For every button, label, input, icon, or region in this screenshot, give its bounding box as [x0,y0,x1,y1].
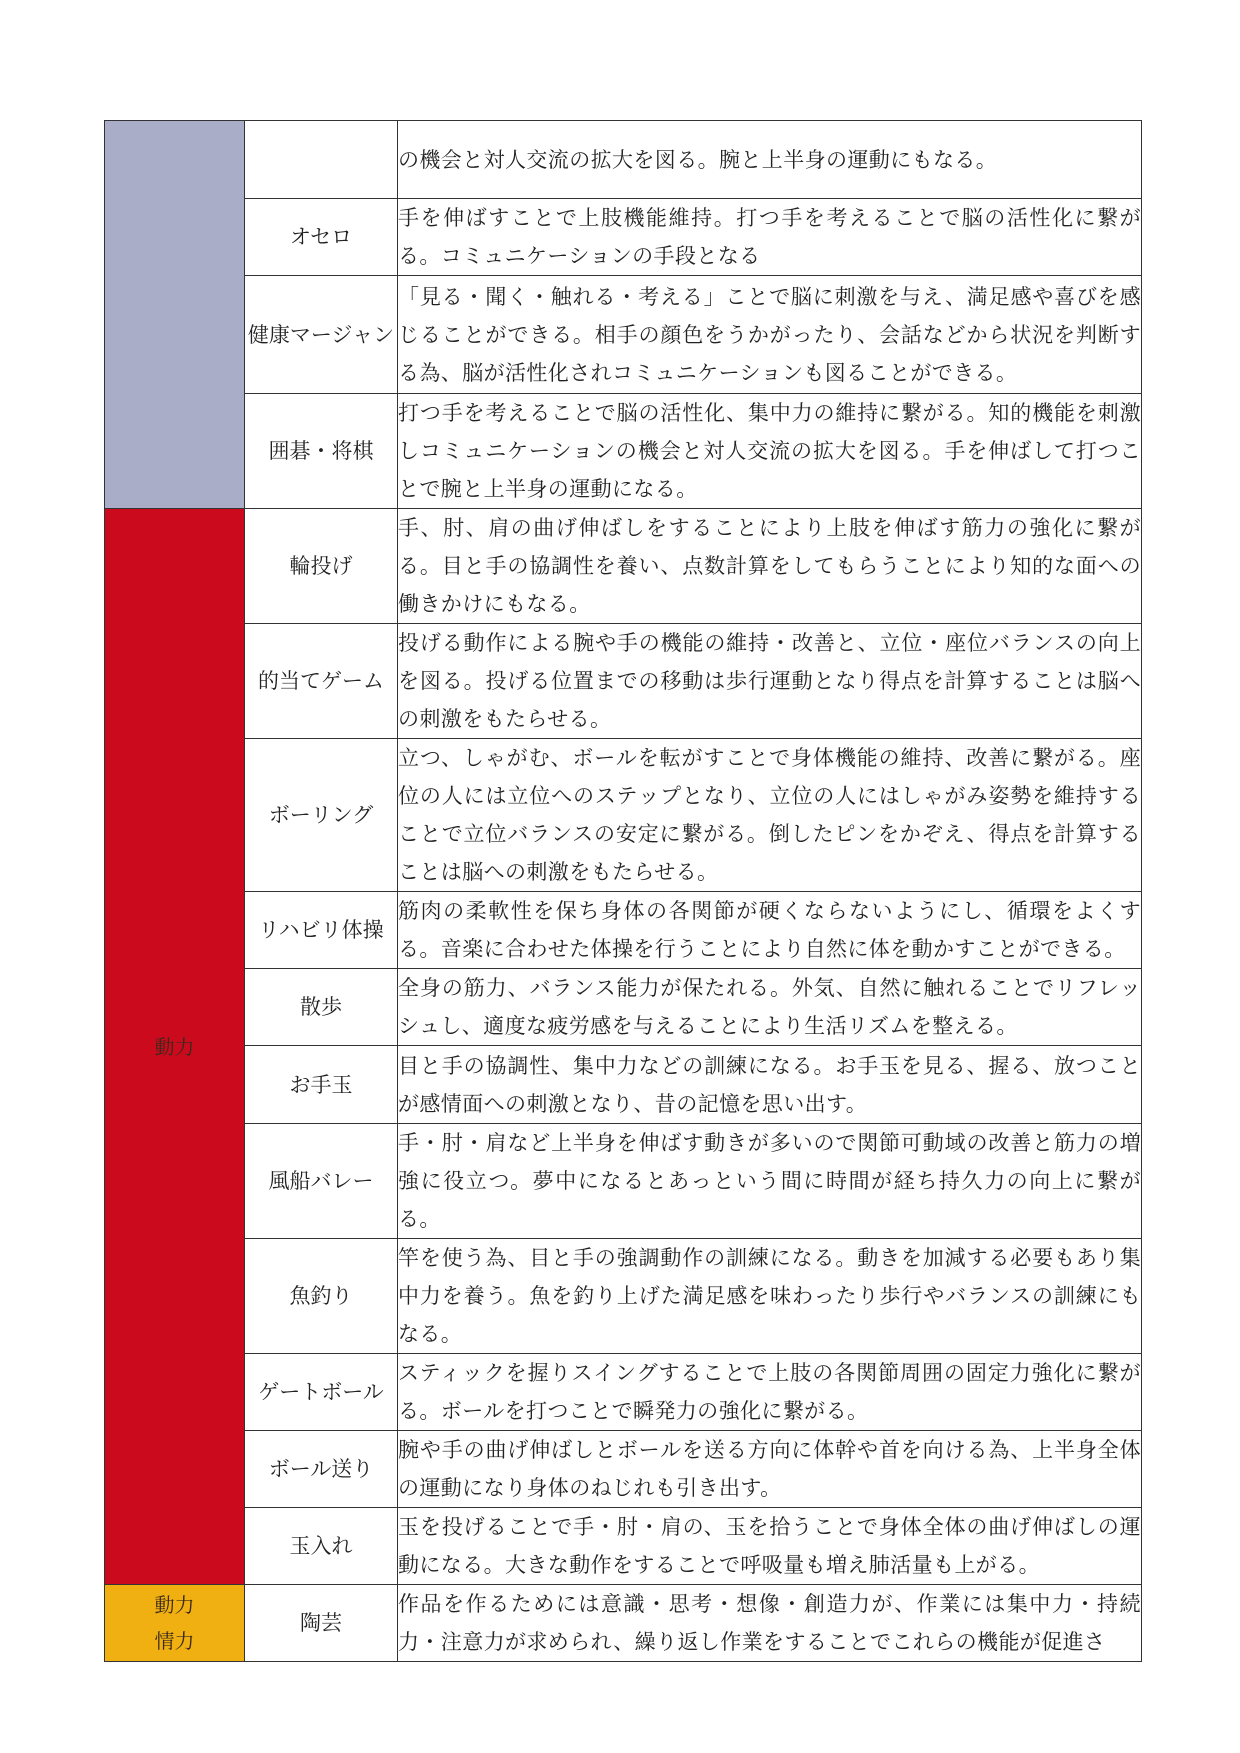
activity-desc-cell: 作品を作るためには意識・思考・想像・創造力が、作業には集中力・持続力・注意力が求められ、繰り返し作業をすることでこれらの機能が促進さ [398,1585,1142,1662]
category-label: 動力 [154,1593,195,1617]
table-row [105,1046,1142,1124]
activity-name-cell: 輪投げ [245,509,398,624]
activity-name-cell: オセロ [245,199,398,276]
activity-name-cell: 魚釣り [245,1239,398,1354]
activity-name-cell: 囲碁・将棋 [245,394,398,509]
activity-desc-cell: 筋肉の柔軟性を保ち身体の各関節が硬くならないようにし、循環をよくする。音楽に合わせた体操を行うことにより自然に体を動かすことができる。 [398,892,1142,969]
activity-name-cell: 的当てゲーム [245,624,398,739]
activity-desc-cell: 手・肘・肩など上半身を伸ばす動きが多いので関節可動域の改善と筋力の増強に役立つ。夢中になるとあっという間に時間が経ち持久力の向上に繋がる。 [398,1124,1142,1239]
table-row [105,509,1142,624]
activity-name-cell: 散歩 [245,969,398,1046]
table-row [105,394,1142,509]
table-row [105,624,1142,739]
activity-desc-cell: 全身の筋力、バランス能力が保たれる。外気、自然に触れることでリフレッシュし、適度な疲労感を与えることにより生活リズムを整える。 [398,969,1142,1046]
activity-desc-cell: 目と手の協調性、集中力などの訓練になる。お手玉を見る、握る、放つことが感情面への刺激となり、昔の記憶を思い出す。 [398,1046,1142,1124]
activity-desc-cell: 打つ手を考えることで脳の活性化、集中力の維持に繋がる。知的機能を刺激しコミュニケーションの機会と対人交流の拡大を図る。手を伸ばして打つことで腕と上半身の運動になる。 [398,394,1142,509]
activity-desc-cell: 手、肘、肩の曲げ伸ばしをすることにより上肢を伸ばす筋力の強化に繋がる。目と手の協調性を養い、点数計算をしてもらうことにより知的な面への働きかけにもなる。 [398,509,1142,624]
activity-name-cell: ボール送り [245,1431,398,1508]
activity-name-cell: 陶芸 [245,1585,398,1662]
table-row [105,199,1142,276]
activity-desc-cell: 立つ、しゃがむ、ボールを転がすことで身体機能の維持、改善に繋がる。座位の人には立位へのステップとなり、立位の人にはしゃがみ姿勢を維持することで立位バランスの安定に繋がる。倒したピンをかぞえ、得点を計算することは脳への刺激をもたらせる。 [398,739,1142,892]
activity-name-cell: 健康マージャン [245,276,398,394]
category-cell-lavender [105,121,245,509]
table-row [105,276,1142,394]
table-row [105,1508,1142,1585]
table-row [105,969,1142,1046]
activity-desc-cell: 腕や手の曲げ伸ばしとボールを送る方向に体幹や首を向ける為、上半身全体の運動になり身体のねじれも引き出す。 [398,1431,1142,1508]
activity-name-cell: 風船バレー [245,1124,398,1239]
activity-desc-cell: 手を伸ばすことで上肢機能維持。打つ手を考えることで脳の活性化に繋がる。コミュニケーションの手段となる [398,199,1142,276]
activity-desc-cell: スティックを握りスイングすることで上肢の各関節周囲の固定力強化に繋がる。ボールを打つことで瞬発力の強化に繋がる。 [398,1354,1142,1431]
activity-desc-cell: 「見る・聞く・触れる・考える」ことで脳に刺激を与え、満足感や喜びを感じることができる。相手の顔色をうかがったり、会話などから状況を判断する為、脳が活性化されコミュニケーションも図ることができる。 [398,276,1142,394]
activity-desc-cell: 投げる動作による腕や手の機能の維持・改善と、立位・座位バランスの向上を図る。投げる位置までの移動は歩行運動となり得点を計算することは脳への刺激をもたらせる。 [398,624,1142,739]
activity-desc-cell: 竿を使う為、目と手の強調動作の訓練になる。動きを加減する必要もあり集中力を養う。魚を釣り上げた満足感を味わったり歩行やバランスの訓練にもなる。 [398,1239,1142,1354]
activity-desc-cell: 玉を投げることで手・肘・肩の、玉を拾うことで身体全体の曲げ伸ばしの運動になる。大きな動作をすることで呼吸量も増え肺活量も上がる。 [398,1508,1142,1585]
category-label: 情力 [154,1629,195,1653]
category-cell-red [105,509,245,1585]
activity-name-cell: 玉入れ [245,1508,398,1585]
category-label: 動力 [154,1034,195,1059]
activity-name-cell: ゲートボール [245,1354,398,1431]
activity-name-cell: お手玉 [245,1046,398,1124]
table-row [105,121,1142,199]
table-row [105,1239,1142,1354]
activity-table [104,120,1142,1662]
table-row [105,892,1142,969]
table-row [105,1431,1142,1508]
table-row [105,1354,1142,1431]
activity-name-cell: リハビリ体操 [245,892,398,969]
category-cell-orange [105,1585,245,1662]
activity-desc-cell: の機会と対人交流の拡大を図る。腕と上半身の運動にもなる。 [398,121,1142,199]
activity-table-body [105,121,1142,1662]
activity-name-cell [245,121,398,199]
activity-name-cell: ボーリング [245,739,398,892]
table-row [105,1124,1142,1239]
table-row [105,1585,1142,1662]
table-row [105,739,1142,892]
